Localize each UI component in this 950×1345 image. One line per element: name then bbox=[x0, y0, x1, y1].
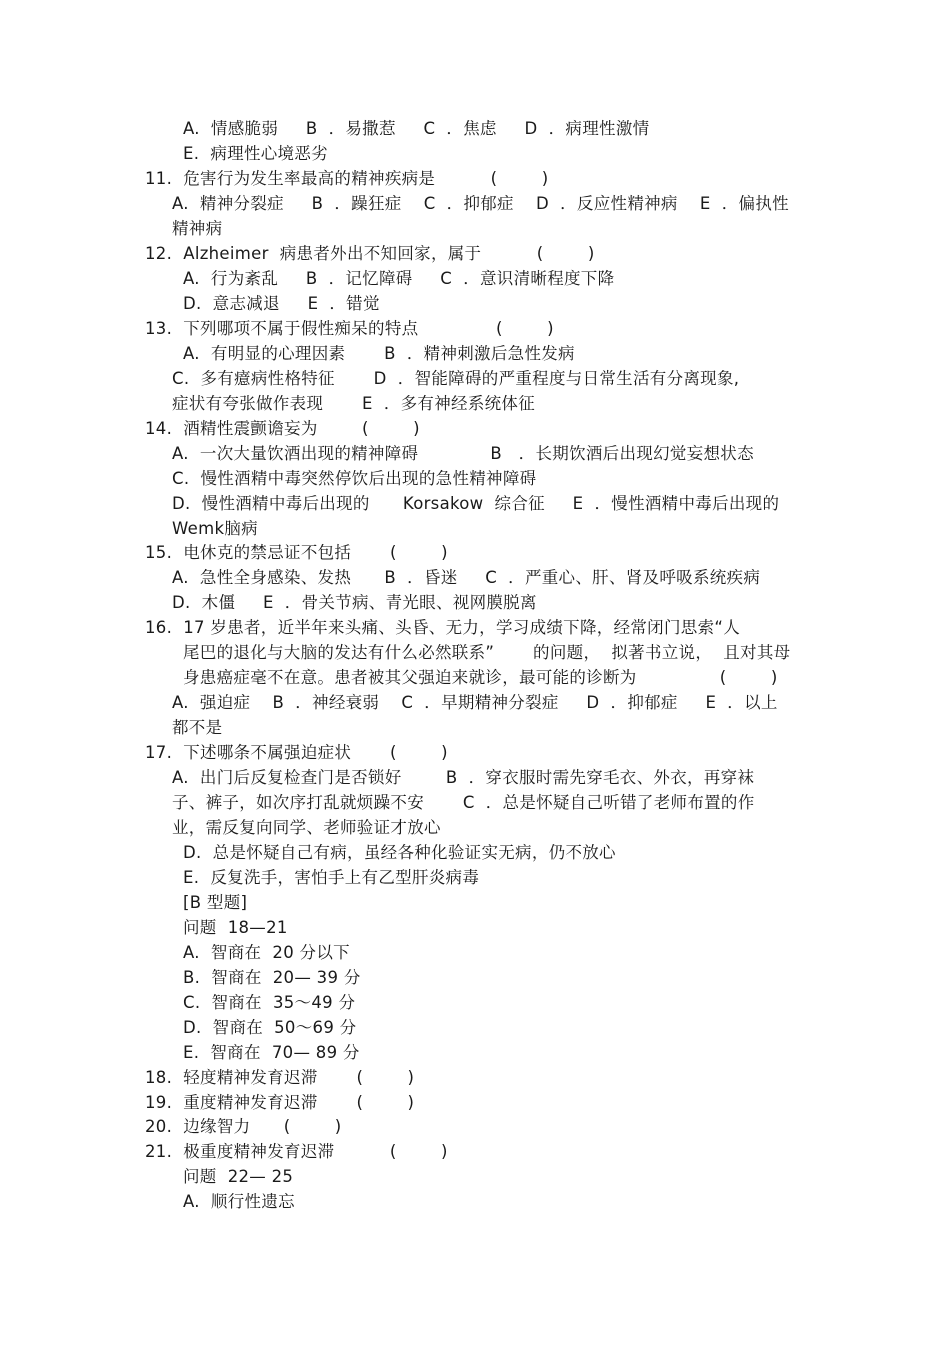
question-20: 20. 边缘智力 ( ) bbox=[145, 1117, 342, 1136]
section-heading: [B 型题] bbox=[183, 893, 248, 912]
text-line: D. 木僵 E ．骨关节病、青光眼、视网膜脱离 bbox=[172, 593, 537, 612]
text-line: A. 急性全身感染、发热 B ．昏迷 C ．严重心、肝、肾及呼吸系统疾病 bbox=[172, 568, 761, 587]
question-21: 21. 极重度精神发育迟滞 ( ) bbox=[145, 1142, 448, 1161]
text-line: E. 智商在 70— 89 分 bbox=[183, 1043, 360, 1062]
question-13: 13. 下列哪项不属于假性痴呆的特点 ( ) bbox=[145, 319, 554, 338]
text-line: 精神病 bbox=[172, 219, 223, 238]
text-line: C. 智商在 35～49 分 bbox=[183, 993, 356, 1012]
question-group-heading: 问题 22— 25 bbox=[183, 1167, 294, 1186]
text-line: 业，需反复向同学、老师验证才放心 bbox=[172, 818, 441, 837]
text-line: A. 行为紊乱 B ．记忆障碍 C ．意识清晰程度下降 bbox=[183, 269, 615, 288]
text-line: D. 智商在 50～69 分 bbox=[183, 1018, 357, 1037]
text-line: A. 出门后反复检查门是否锁好 B ．穿衣服时需先穿毛衣、外衣，再穿袜 bbox=[172, 768, 755, 787]
question-12: 12. Alzheimer 病患者外出不知回家，属于 ( ) bbox=[145, 244, 595, 263]
text-line: D. 慢性酒精中毒后出现的 Korsakow 综合征 E ．慢性酒精中毒后出现的 bbox=[172, 494, 780, 513]
text-line: D. 总是怀疑自己有病，虽经各种化验证实无病，仍不放心 bbox=[183, 843, 616, 862]
text-line: A. 顺行性遗忘 bbox=[183, 1192, 295, 1211]
text-line: 尾巴的退化与大脑的发达有什么必然联系” 的问题， 拟著书立说， 且对其母 bbox=[183, 643, 791, 662]
text-line: 子、裤子，如次序打乱就烦躁不安 C ．总是怀疑自己听错了老师布置的作 bbox=[172, 793, 755, 812]
question-16: 16. 17 岁患者，近半年来头痛、头昏、无力，学习成绩下降，经常闭门思索“人 bbox=[145, 618, 741, 637]
text-line: E. 病理性心境恶劣 bbox=[183, 144, 328, 163]
text-line: A. 一次大量饮酒出现的精神障碍 B ．长期饮酒后出现幻觉妄想状态 bbox=[172, 444, 754, 463]
text-line: A. 情感脆弱 B ．易撒惹 C ．焦虑 D ．病理性激情 bbox=[183, 119, 650, 138]
text-line: A. 有明显的心理因素 B ．精神刺激后急性发病 bbox=[183, 344, 575, 363]
text-line: 症状有夸张做作表现 E ．多有神经系统体征 bbox=[172, 394, 536, 413]
text-line: A. 精神分裂症 B ．躁狂症 C ．抑郁症 D ．反应性精神病 E ．偏执性 bbox=[172, 194, 789, 213]
text-line: C. 多有癔病性格特征 D ．智能障碍的严重程度与日常生活有分离现象, bbox=[172, 369, 740, 388]
text-line: A. 强迫症 B ．神经衰弱 C ．早期精神分裂症 D ．抑郁症 E ．以上 bbox=[172, 693, 778, 712]
text-line: 身患癌症毫不在意。患者被其父强迫来就诊，最可能的诊断为 ( ) bbox=[183, 668, 778, 687]
question-15: 15. 电休克的禁忌证不包括 ( ) bbox=[145, 543, 448, 562]
text-line: D. 意志减退 E ．错觉 bbox=[183, 294, 380, 313]
question-19: 19. 重度精神发育迟滞 ( ) bbox=[145, 1093, 415, 1112]
question-18: 18. 轻度精神发育迟滞 ( ) bbox=[145, 1068, 415, 1087]
text-line: A. 智商在 20 分以下 bbox=[183, 943, 350, 962]
text-line: B. 智商在 20— 39 分 bbox=[183, 968, 361, 987]
question-group-heading: 问题 18—21 bbox=[183, 918, 288, 937]
question-14: 14. 酒精性震颤谵妄为 ( ) bbox=[145, 419, 420, 438]
text-line: 都不是 bbox=[172, 718, 223, 737]
question-11: 11. 危害行为发生率最高的精神疾病是 ( ) bbox=[145, 169, 549, 188]
text-line: Wemk脑病 bbox=[172, 519, 258, 538]
text-line: E. 反复洗手，害怕手上有乙型肝炎病毒 bbox=[183, 868, 480, 887]
question-17: 17. 下述哪条不属强迫症状 ( ) bbox=[145, 743, 448, 762]
text-line: C. 慢性酒精中毒突然停饮后出现的急性精神障碍 bbox=[172, 469, 537, 488]
